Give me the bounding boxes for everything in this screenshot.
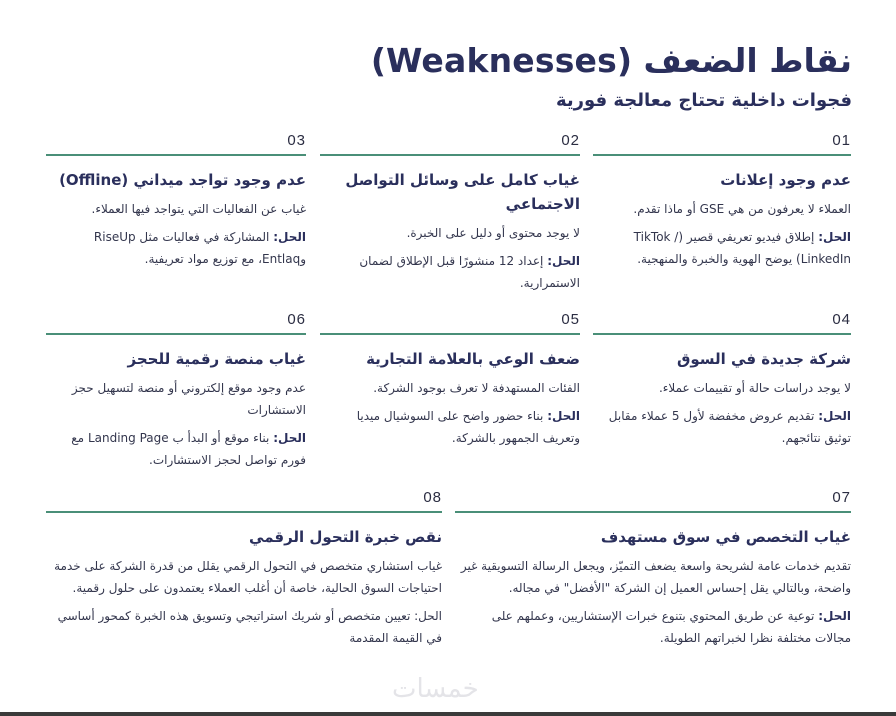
- solution-label: الحل:: [818, 609, 851, 623]
- card-description: لا يوجد محتوى أو دليل على الخبرة.: [406, 226, 580, 240]
- solution-text: إعداد 12 منشورًا قبل الإطلاق لضمان الاستمرارية.: [359, 254, 580, 290]
- card-description: لا يوجد دراسات حالة أو تقييمات عملاء.: [658, 381, 851, 395]
- card-solution: [46, 226, 306, 270]
- divider: [593, 333, 851, 335]
- solution-text: إطلاق فيديو تعريفي قصير (TikTok / LinkedIn) يوضح الهوية والخبرة والمنهجية.: [633, 230, 851, 266]
- solution-text: توعية عن طريق المحتوي بتنوع خبرات الإستشاريين، وعملهم على مجالات مختلفة نظرا لخبراتهم الطويلة.: [491, 609, 851, 645]
- weakness-card-03: [46, 132, 306, 270]
- card-solution: [46, 427, 306, 471]
- card-solution: [593, 226, 851, 270]
- solution-text: بناء موقع أو البدأ ب Landing Page مع فورم تواصل لحجز الاستشارات.: [71, 431, 306, 467]
- card-solution: الحل: تعيين متخصص أو شريك استراتيجي وتسويق هذه الخبرة كمحور أساسي في القيمة المقدمة: [57, 609, 442, 645]
- card-title: عدم وجود تواجد ميداني (Offline): [59, 171, 306, 189]
- solution-text: تقديم عروض مخفضة لأول 5 عملاء مقابل توثيق نتائجهم.: [608, 409, 851, 445]
- card-title: غياب التخصص في سوق مستهدف: [600, 528, 851, 546]
- weakness-card-01: [593, 132, 851, 270]
- card-solution: [593, 405, 851, 449]
- card-number: 06: [287, 311, 306, 328]
- card-title: ضعف الوعي بالعلامة التجارية: [366, 350, 580, 368]
- divider: [46, 511, 442, 513]
- card-description: تقديم خدمات عامة لشريحة واسعة يضعف التميّز، ويجعل الرسالة التسويقية غير واضحة، وبالتالي يقل إحساس العميل إن الشركة "الأفضل" في مجاله.: [460, 559, 851, 595]
- weakness-card-08: [46, 489, 442, 649]
- divider: [46, 154, 306, 156]
- weakness-card-05: [320, 311, 580, 449]
- card-description: غياب عن الفعاليات التي يتواجد فيها العملاء.: [91, 202, 306, 216]
- solution-label: الحل:: [818, 230, 851, 244]
- weakness-card-06: [46, 311, 306, 471]
- divider: [455, 511, 851, 513]
- card-number: 02: [561, 132, 580, 149]
- solution-label: الحل:: [547, 409, 580, 423]
- card-title: شركة جديدة في السوق: [676, 350, 851, 368]
- card-number: 05: [561, 311, 580, 328]
- card-number: 04: [832, 311, 851, 328]
- solution-label: الحل:: [273, 230, 306, 244]
- page-title: نقاط الضعف (Weaknesses): [370, 41, 852, 80]
- card-number: 08: [423, 489, 442, 506]
- solution-text: المشاركة في فعاليات مثل RiseUp وEntlaq، مع توزيع مواد تعريفية.: [93, 230, 306, 266]
- card-description: الفئات المستهدفة لا تعرف بوجود الشركة.: [373, 381, 580, 395]
- solution-label: الحل:: [273, 431, 306, 445]
- card-number: 07: [832, 489, 851, 506]
- card-description: عدم وجود موقع إلكتروني أو منصة لتسهيل حجز الاستشارات: [71, 381, 306, 417]
- divider: [320, 333, 580, 335]
- card-title: عدم وجود إعلانات: [720, 171, 851, 189]
- weakness-card-02: [320, 132, 580, 294]
- weakness-card-04: [593, 311, 851, 449]
- page-header: [371, 38, 852, 114]
- card-solution: [320, 250, 580, 294]
- bottom-bar: [0, 712, 896, 716]
- weakness-card-07: [455, 489, 851, 649]
- card-title: غياب منصة رقمية للحجز: [127, 350, 306, 368]
- solution-text: بناء حضور واضح على السوشيال ميديا وتعريف الجمهور بالشركة.: [356, 409, 580, 445]
- card-title: نقص خبرة التحول الرقمي: [249, 528, 442, 546]
- watermark-logo: خمسات: [392, 674, 479, 704]
- card-title: غياب كامل على وسائل التواصل الاجتماعي: [345, 171, 580, 213]
- divider: [320, 154, 580, 156]
- page-subtitle: فجوات داخلية تحتاج معالجة فورية: [556, 90, 852, 111]
- card-number: 01: [832, 132, 851, 149]
- card-description: غياب استشاري متخصص في التحول الرقمي يقلل من قدرة الشركة على خدمة احتياجات السوق الحالية، خاصة أن أغلب العملاء يعتمدون على حلول رقمية.: [54, 559, 442, 595]
- card-description: العملاء لا يعرفون من هي GSE أو ماذا تقدم.: [633, 202, 851, 216]
- divider: [593, 154, 851, 156]
- card-solution: [455, 605, 851, 649]
- solution-label: الحل:: [818, 409, 851, 423]
- solution-label: الحل:: [547, 254, 580, 268]
- card-solution: [320, 405, 580, 449]
- divider: [46, 333, 306, 335]
- card-number: 03: [287, 132, 306, 149]
